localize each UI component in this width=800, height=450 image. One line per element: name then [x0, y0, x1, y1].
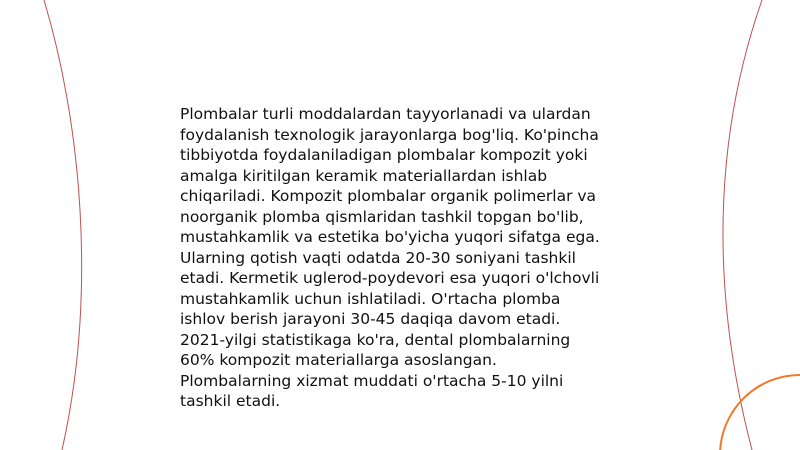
right-curve-line	[723, 0, 762, 450]
body-paragraph: Plombalar turli moddalardan tayyorlanadi va ulardan foydalanish texnologik jarayonlarga bog'liq. Ko'pincha tibbiyotda foydalaniladigan plombalar kompozit yoki amalga kiritilgan keramik materiallardan ishlab chiqariladi. Kompozit plombalar organik polimerlar va noorganik plomba qismlaridan tashkil topgan bo'lib, mustahkamlik va estetika bo'yicha yuqori sifatga ega. Ularning qotish vaqti odatda 20-30 soniyani tashkil etadi. Kermetik uglerod-poydevori esa yuqori o'lchovli mustahkamlik uchun ishlatiladi. O'rtacha plomba ishlov berish jarayoni 30-45 daqiqa davom etadi. 2021-yilgi statistikaga ko'ra, dental plombalarning 60% kompozit materiallarga asoslangan. Plombalarning xizmat muddati o'rtacha 5-10 yilni tashkil etadi.	[180, 105, 600, 410]
left-curve-line	[44, 0, 82, 450]
accent-circle	[720, 375, 800, 450]
